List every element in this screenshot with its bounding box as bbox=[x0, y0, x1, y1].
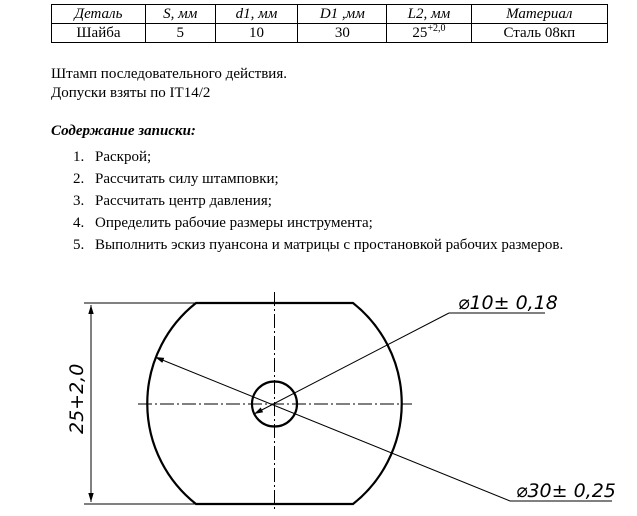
header-material: Материал bbox=[471, 5, 607, 24]
cell-material: Сталь 08кп bbox=[471, 24, 607, 43]
header-inner-diameter: d1, мм bbox=[215, 5, 298, 24]
inner-diameter-leader bbox=[254, 313, 449, 414]
length-tolerance: +2,0 bbox=[427, 22, 446, 34]
cell-outer-diameter: 30 bbox=[298, 24, 387, 43]
outer-diameter-leader bbox=[155, 357, 510, 501]
list-number: 4. bbox=[73, 215, 85, 231]
length-base: 25 bbox=[412, 24, 428, 41]
list-number: 2. bbox=[73, 171, 85, 187]
list-number: 5. bbox=[73, 237, 85, 253]
height-dimension-label: 25+2,0 bbox=[66, 363, 88, 434]
list-text: Рассчитать силу штамповки; bbox=[95, 171, 279, 187]
list-number: 1. bbox=[73, 149, 85, 165]
list-text: Определить рабочие размеры инструмента; bbox=[95, 215, 373, 231]
note-tolerances: Допуски взяты по IT14/2 bbox=[51, 85, 211, 101]
cell-part: Шайба bbox=[52, 24, 146, 43]
header-outer-diameter: D1 ,мм bbox=[298, 5, 387, 24]
list-text: Рассчитать центр давления; bbox=[95, 193, 272, 209]
outer-diameter-label: ⌀30± 0,25 bbox=[516, 480, 616, 502]
note-die-type: Штамп последовательного действия. bbox=[51, 66, 287, 82]
contents-heading: Содержание записки: bbox=[51, 123, 196, 139]
list-text: Раскрой; bbox=[95, 149, 152, 165]
header-part: Деталь bbox=[52, 5, 146, 24]
cell-thickness: 5 bbox=[145, 24, 215, 43]
header-thickness: S, мм bbox=[145, 5, 215, 24]
list-text: Выполнить эскиз пуансона и матрицы с простановкой рабочих размеров. bbox=[95, 237, 564, 253]
cell-inner-diameter: 10 bbox=[215, 24, 298, 43]
header-length: L2, мм bbox=[387, 5, 471, 24]
inner-diameter-label: ⌀10± 0,18 bbox=[458, 292, 558, 314]
list-number: 3. bbox=[73, 193, 85, 209]
